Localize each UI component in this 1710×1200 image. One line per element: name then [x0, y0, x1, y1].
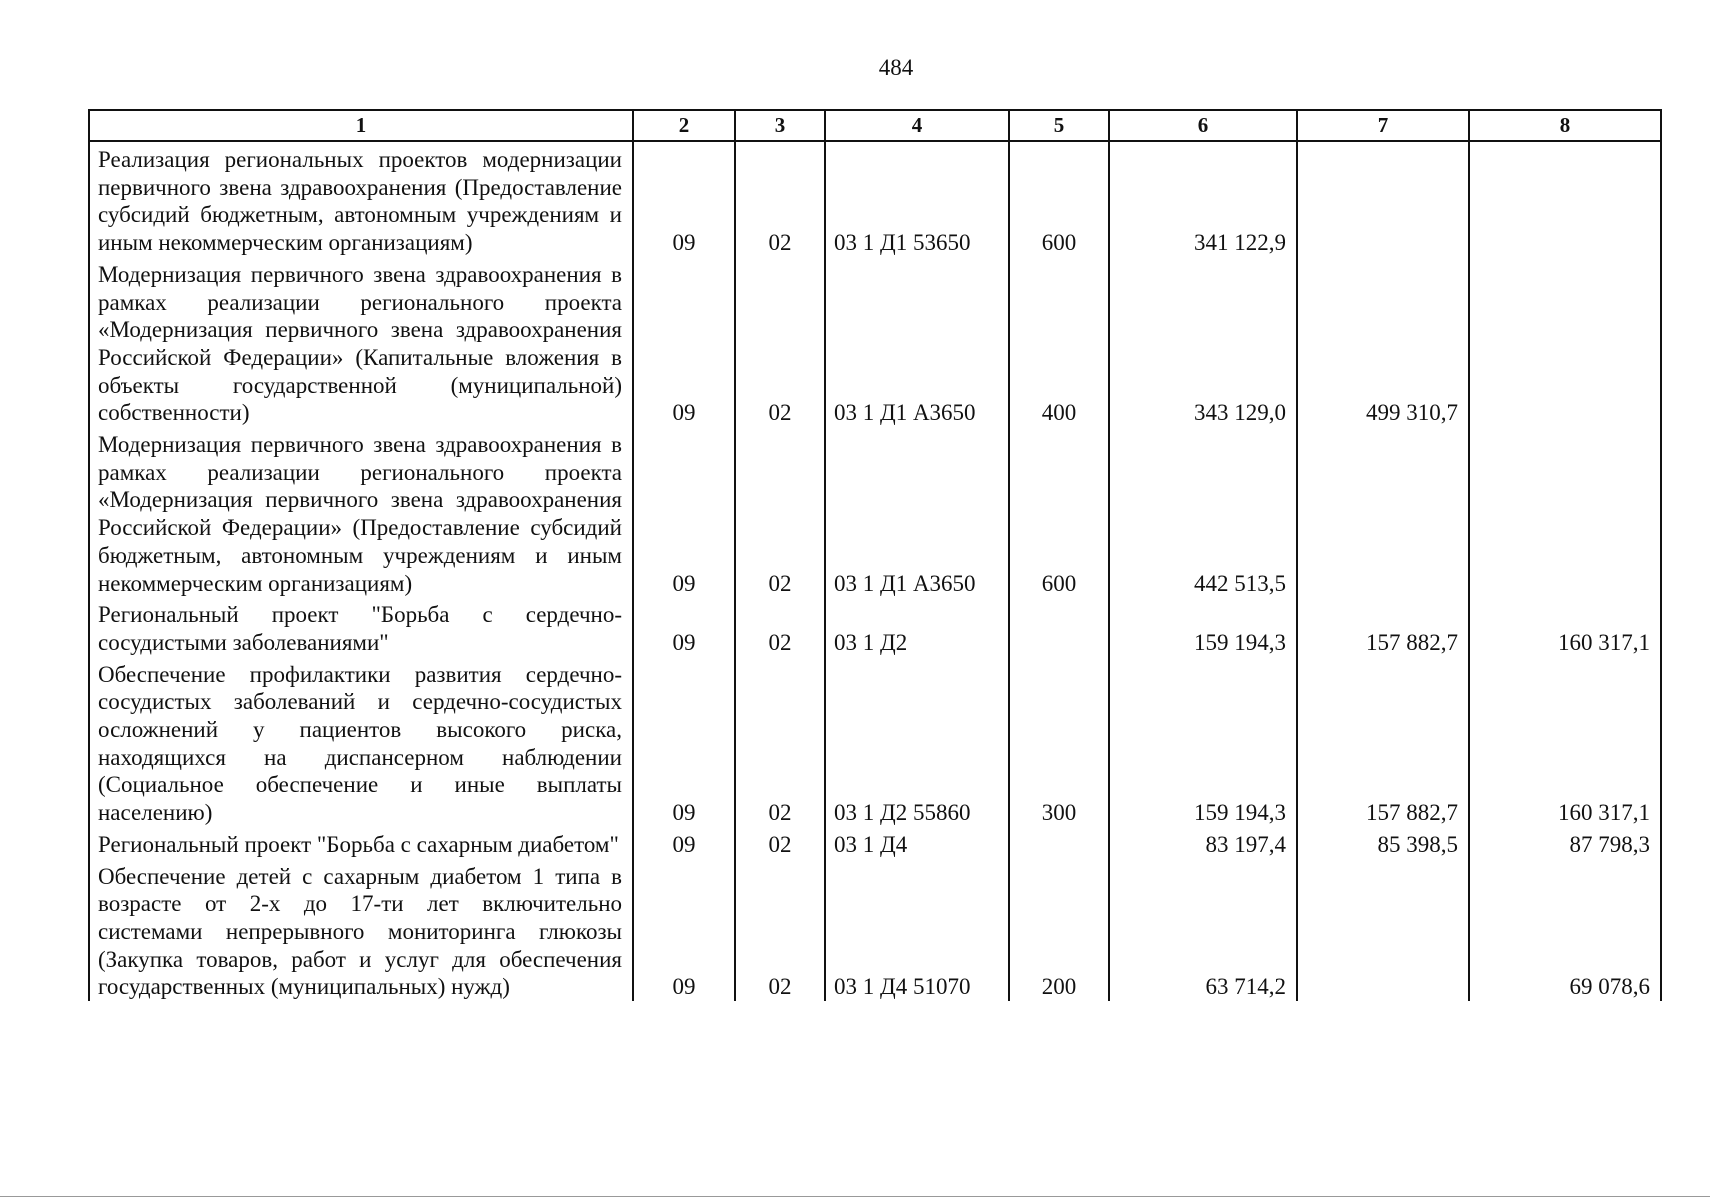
section-code: 09 [633, 597, 735, 656]
subsection-code: 02 [735, 827, 825, 859]
column-header-3: 3 [735, 110, 825, 141]
target-article-code: 03 1 Д4 51070 [825, 859, 1009, 1002]
table-row [89, 597, 1661, 656]
amount-col-6: 63 714,2 [1109, 859, 1297, 1002]
target-article-code: 03 1 Д1 А3650 [825, 257, 1009, 427]
amount-col-7 [1297, 141, 1469, 257]
target-article-code: 03 1 Д2 55860 [825, 657, 1009, 827]
amount-col-6: 159 194,3 [1109, 657, 1297, 827]
amount-col-7: 499 310,7 [1297, 257, 1469, 427]
target-article-code: 03 1 Д4 [825, 827, 1009, 859]
amount-col-6: 341 122,9 [1109, 141, 1297, 257]
expense-type-code: 600 [1009, 427, 1109, 597]
amount-col-7 [1297, 859, 1469, 1002]
target-article-code: 03 1 Д1 53650 [825, 141, 1009, 257]
expense-type-code [1009, 597, 1109, 656]
target-article-code: 03 1 Д2 [825, 597, 1009, 656]
row-description: Региональный проект "Борьба с сахарным диабетом" [89, 827, 633, 859]
table-row [89, 827, 1661, 859]
section-code: 09 [633, 427, 735, 597]
budget-table [88, 109, 1662, 1001]
row-description: Модернизация первичного звена здравоохранения в рамках реализации регионального проекта «Модернизация первичного звена здравоохранения Российской Федерации» (Предоставление субсидий бюджетным, автономным учреждениям и иным некоммерческим организациям) [89, 427, 633, 597]
column-header-5: 5 [1009, 110, 1109, 141]
section-code: 09 [633, 257, 735, 427]
amount-col-7: 85 398,5 [1297, 827, 1469, 859]
budget-table-container [88, 109, 1662, 1001]
page-number: 484 [878, 55, 914, 80]
amount-col-7: 157 882,7 [1297, 597, 1469, 656]
expense-type-code: 200 [1009, 859, 1109, 1002]
table-row [89, 859, 1661, 1002]
amount-col-6: 159 194,3 [1109, 597, 1297, 656]
subsection-code: 02 [735, 859, 825, 1002]
amount-col-7: 157 882,7 [1297, 657, 1469, 827]
amount-col-6: 83 197,4 [1109, 827, 1297, 859]
subsection-code: 02 [735, 257, 825, 427]
subsection-code: 02 [735, 141, 825, 257]
page-bottom-rule [0, 1196, 1710, 1197]
column-header-2: 2 [633, 110, 735, 141]
header-row [89, 110, 1661, 141]
amount-col-6: 343 129,0 [1109, 257, 1297, 427]
column-header-7: 7 [1297, 110, 1469, 141]
section-code: 09 [633, 859, 735, 1002]
column-header-1: 1 [89, 110, 633, 141]
amount-col-8 [1469, 141, 1661, 257]
table-row [89, 427, 1661, 597]
table-row [89, 141, 1661, 257]
expense-type-code [1009, 827, 1109, 859]
amount-col-8: 69 078,6 [1469, 859, 1661, 1002]
row-description: Модернизация первичного звена здравоохранения в рамках реализации регионального проекта «Модернизация первичного звена здравоохранения Российской Федерации» (Капитальные вложения в объекты государственной (муниципальной) собственности) [89, 257, 633, 427]
row-description: Региональный проект "Борьба с сердечно-сосудистыми заболеваниями" [89, 597, 633, 656]
column-header-6: 6 [1109, 110, 1297, 141]
expense-type-code: 600 [1009, 141, 1109, 257]
expense-type-code: 400 [1009, 257, 1109, 427]
row-description: Реализация региональных проектов модернизации первичного звена здравоохранения (Предоставление субсидий бюджетным, автономным учреждениям и иным некоммерческим организациям) [89, 141, 633, 257]
table-row [89, 657, 1661, 827]
section-code: 09 [633, 657, 735, 827]
column-header-8: 8 [1469, 110, 1661, 141]
subsection-code: 02 [735, 427, 825, 597]
amount-col-8 [1469, 257, 1661, 427]
amount-col-8: 160 317,1 [1469, 657, 1661, 827]
amount-col-8: 87 798,3 [1469, 827, 1661, 859]
subsection-code: 02 [735, 597, 825, 656]
table-row [89, 257, 1661, 427]
subsection-code: 02 [735, 657, 825, 827]
target-article-code: 03 1 Д1 А3650 [825, 427, 1009, 597]
amount-col-8 [1469, 427, 1661, 597]
column-header-4: 4 [825, 110, 1009, 141]
amount-col-7 [1297, 427, 1469, 597]
section-code: 09 [633, 141, 735, 257]
amount-col-8: 160 317,1 [1469, 597, 1661, 656]
section-code: 09 [633, 827, 735, 859]
expense-type-code: 300 [1009, 657, 1109, 827]
amount-col-6: 442 513,5 [1109, 427, 1297, 597]
row-description: Обеспечение профилактики развития сердечно-сосудистых заболеваний и сердечно-сосудистых осложнений у пациентов высокого риска, находящихся на диспансерном наблюдении (Социальное обеспечение и иные выплаты населению) [89, 657, 633, 827]
row-description: Обеспечение детей с сахарным диабетом 1 типа в возрасте от 2-х до 17-ти лет включительно системами непрерывного мониторинга глюкозы (Закупка товаров, работ и услуг для обеспечения государственных (муниципальных) нужд) [89, 859, 633, 1002]
